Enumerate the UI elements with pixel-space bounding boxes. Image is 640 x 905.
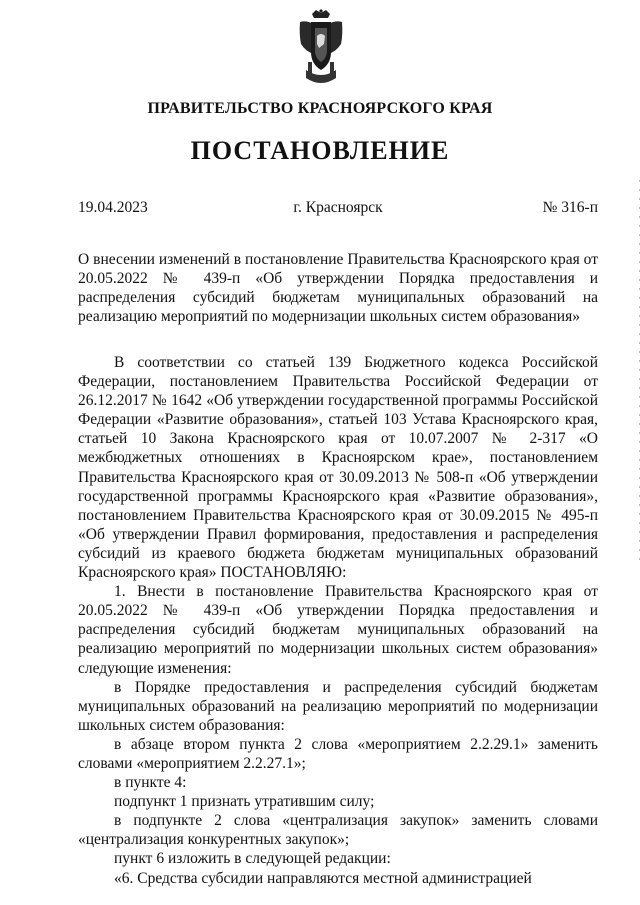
document-type: ПОСТАНОВЛЕНИЕ <box>190 136 450 165</box>
government-name: ПРАВИТЕЛЬСТВО КРАСНОЯРСКОГО КРАЯ <box>147 100 493 117</box>
document-body <box>78 353 598 888</box>
paragraph-subclause-1: подпункт 1 признать утратившим силу; <box>114 793 375 811</box>
paragraph-item-1: 1. Внести в постановление Правительства Красноярского края от 20.05.2022 № 439-п «Об утверждении Порядка предоставления и распределения субсидий бюджетам муниципальных образований на реализацию мероприятий по модернизации школьных систем образования» следующие изменения: <box>78 583 598 677</box>
paragraph-subclause-2: в подпункте 2 слова «централизация закупок» заменить словами «централизация конкурентных закупок»; <box>78 812 598 849</box>
paragraph-preamble: В соответствии со статьей 139 Бюджетного кодекса Российской Федерации, постановлением Правительства Российской Федерации от 26.12.2017 № 1642 «Об утверждении государственной программы Российской Федерации «Развитие образования», статьей 103 Устава Красноярского края, статьей 10 Закона Красноярского края от 10.07.2007 № 2-317 «О межбюджетных отношениях в Красноярском крае», постановлением Правительства Красноярского края от 30.09.2013 № 508-п «Об утверждении государственной программы Красноярского края «Развитие образования», постановлением Правительства Красноярского края от 30.09.2015 № 495-п «Об утверждении Правил формирования, предоставления и распределения субсидий из краевого бюджета бюджетам муниципальных образований Красноярского края» ПОСТАНОВЛЯЮ: <box>78 354 598 582</box>
document-number: № 316-п <box>542 199 598 216</box>
coat-of-arms-icon <box>298 8 344 88</box>
paragraph-order-intro: в Порядке предоставления и распределения субсидий бюджетам муниципальных образований на реализацию мероприятий по модернизации школьных систем образования: <box>78 678 598 734</box>
paragraph-clause-6: пункт 6 изложить в следующей редакции: <box>114 850 391 868</box>
document-title: О внесении изменений в постановление Правительства Красноярского края от 20.05.2022 № 439-п «Об утверждении Порядка предоставления и распределения субсидий бюджетам муниципальных образований на реализацию мероприятий по модернизации школьных систем образования» <box>78 251 598 325</box>
document-city: г. Красноярск <box>293 199 383 216</box>
paragraph-clause-2: в абзаце втором пункта 2 слова «мероприятием 2.2.29.1» заменить словами «мероприятием 2.2.27.1»; <box>78 735 598 772</box>
paragraph-clause-4: в пункте 4: <box>114 774 187 792</box>
document-meta <box>78 199 598 219</box>
document-date: 19.04.2023 <box>78 199 148 216</box>
paragraph-clause-6-text: «6. Средства субсидии направляются местной администрацией <box>114 869 532 887</box>
